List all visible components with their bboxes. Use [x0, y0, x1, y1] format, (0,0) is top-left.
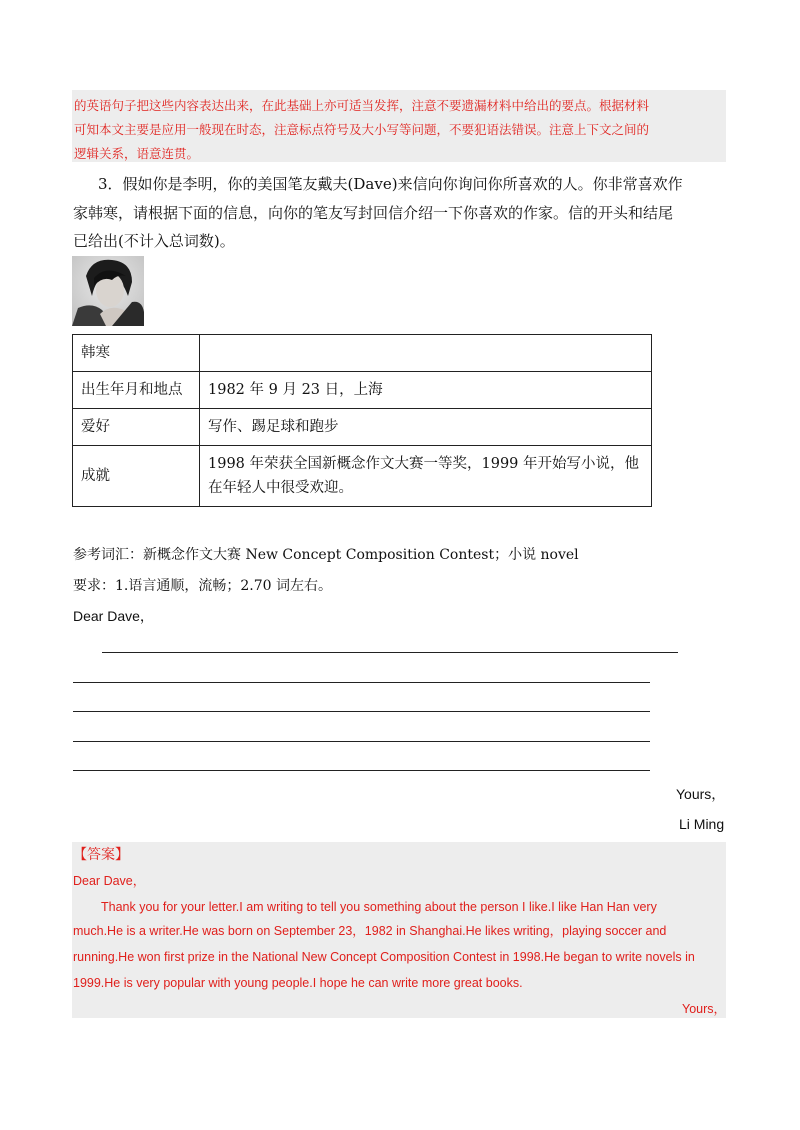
- table-key: 成就: [73, 446, 200, 507]
- writing-line-5[interactable]: [73, 770, 650, 771]
- answer-line-1: Thank you for your letter.I am writing to tell you something about the person I like.I like Han Han very: [101, 900, 657, 914]
- explanation-line-2: 可知本文主要是应用一般现在时态，注意标点符号及大小写等问题，不要犯语法错误。注意上下文之间的: [74, 122, 650, 137]
- question-line-1: 3．假如你是李明，你的美国笔友戴夫(Dave)来信向你询问你所喜欢的人。你非常喜欢作: [98, 175, 683, 193]
- writing-line-1[interactable]: [102, 652, 678, 653]
- table-key: 韩寒: [73, 335, 200, 372]
- table-key: 爱好: [73, 409, 200, 446]
- letter-signature: Li Ming: [679, 816, 725, 832]
- table-value: 1998 年荣获全国新概念作文大赛一等奖，1999 年开始写小说，他在年轻人中很受欢迎。: [200, 446, 652, 507]
- answer-closing: Yours，: [682, 1002, 727, 1016]
- answer-salutation: Dear Dave，: [73, 874, 146, 888]
- vocab-line: 参考词汇：新概念作文大赛 New Concept Composition Contest；小说 novel: [73, 547, 579, 563]
- table-row: [73, 335, 652, 372]
- table-value: 1982 年 9 月 23 日，上海: [200, 372, 652, 409]
- question-line-3: 已给出(不计入总词数)。: [73, 232, 235, 250]
- answer-line-2: much.He is a writer.He was born on September 23，1982 in Shanghai.He likes writing，playing soccer and: [73, 924, 667, 938]
- table-row: [73, 409, 652, 446]
- question-line-2: 家韩寒，请根据下面的信息，向你的笔友写封回信介绍一下你喜欢的作家。信的开头和结尾: [73, 204, 674, 222]
- table-row: [73, 372, 652, 409]
- letter-closing: Yours，: [676, 786, 726, 802]
- writing-line-3[interactable]: [73, 711, 650, 712]
- answer-line-3: running.He won first prize in the National New Concept Composition Contest in 1998.He began to write novels in: [73, 950, 695, 964]
- answer-label: 【答案】: [73, 847, 129, 863]
- writing-line-4[interactable]: [73, 741, 650, 742]
- table-value: [200, 335, 652, 372]
- letter-salutation: Dear Dave，: [73, 608, 154, 624]
- table-row: [73, 446, 652, 507]
- table-key: 出生年月和地点: [73, 372, 200, 409]
- answer-line-4: 1999.He is very popular with young people.I hope he can write more great books.: [73, 976, 523, 990]
- info-table: [72, 334, 652, 507]
- writing-line-2[interactable]: [73, 682, 650, 683]
- explanation-line-3: 逻辑关系，语意连贯。: [74, 146, 200, 161]
- portrait-photo: [72, 256, 144, 326]
- explanation-line-1: 的英语句子把这些内容表达出来，在此基础上亦可适当发挥，注意不要遗漏材料中给出的要点。根据材料: [74, 98, 650, 113]
- requirements-line: 要求：1.语言通顺，流畅；2.70 词左右。: [73, 578, 332, 594]
- table-value: 写作、踢足球和跑步: [200, 409, 652, 446]
